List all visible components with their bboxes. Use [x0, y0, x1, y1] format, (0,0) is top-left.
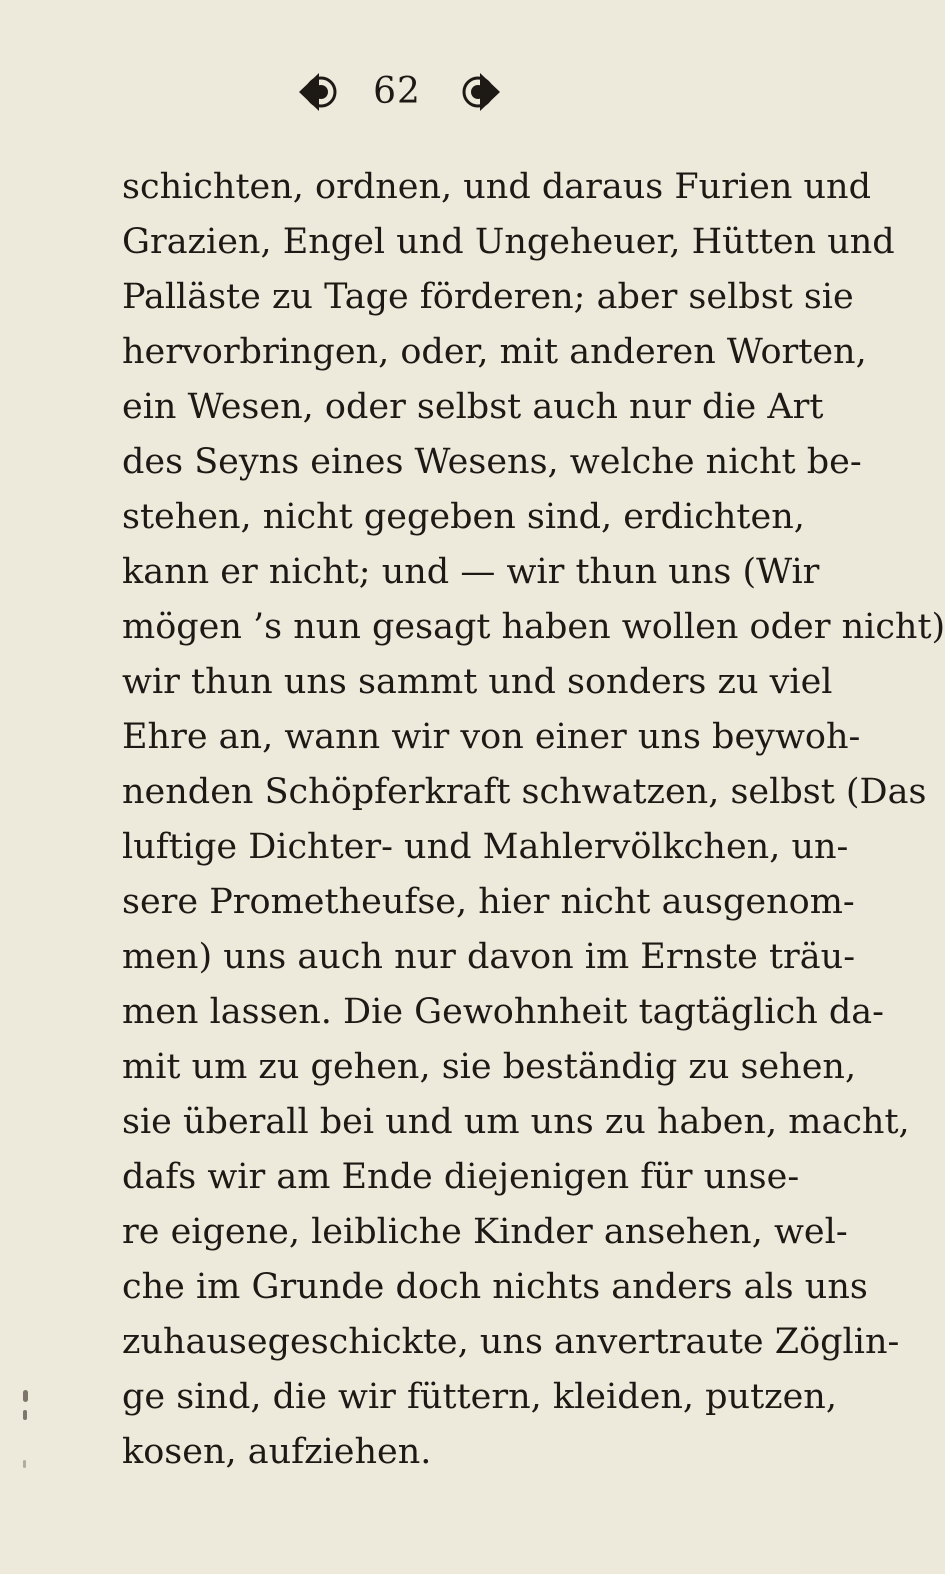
text-line: ein Wesen, oder selbst auch nur die Art	[122, 387, 824, 427]
paper-mark	[23, 1410, 27, 1420]
text-line: des Seyns eines Wesens, welche nicht be-	[122, 442, 862, 482]
text-line: dafs wir am Ende diejenigen für unse-	[122, 1157, 800, 1197]
text-line: Grazien, Engel und Ungeheuer, Hütten und	[122, 222, 895, 262]
text-line: men) uns auch nur davon im Ernste träu-	[122, 937, 856, 977]
text-line: che im Grunde doch nichts anders als uns	[122, 1267, 868, 1307]
page-header	[0, 68, 800, 128]
text-line: wir thun uns sammt und sonders zu viel	[122, 662, 833, 702]
text-line: Ehre an, wann wir von einer uns beywoh-	[122, 717, 861, 757]
text-line: luftige Dichter- und Mahlervölkchen, un-	[122, 827, 849, 867]
main-text	[122, 160, 945, 1480]
page-number: 62	[373, 71, 421, 112]
text-line: sie überall bei und um uns zu haben, macht,	[122, 1102, 910, 1142]
text-line: nenden Schöpferkraft schwatzen, selbst (Das	[122, 772, 927, 812]
right-pointing-ornament-icon	[463, 68, 505, 116]
text-line: schichten, ordnen, und daraus Furien und	[122, 167, 871, 207]
text-line: hervorbringen, oder, mit anderen Worten,	[122, 332, 867, 372]
text-line-final: kosen, aufziehen.	[122, 1432, 432, 1472]
text-line: men lassen. Die Gewohnheit tagtäglich da-	[122, 992, 885, 1032]
text-line: kann er nicht; und — wir thun uns (Wir	[122, 552, 820, 592]
text-line: sere Prometheufse, hier nicht ausgenom-	[122, 882, 855, 922]
text-line: mit um zu gehen, sie beständig zu sehen,	[122, 1047, 857, 1087]
paper-mark	[23, 1460, 26, 1468]
text-line: ge sind, die wir füttern, kleiden, putzen,	[122, 1377, 837, 1417]
text-line: re eigene, leibliche Kinder ansehen, wel-	[122, 1212, 848, 1252]
text-line: Palläste zu Tage förderen; aber selbst sie	[122, 277, 854, 317]
paper-mark	[23, 1390, 28, 1402]
left-pointing-ornament-icon	[294, 68, 336, 116]
text-line: mögen ’s nun gesagt haben wollen oder nicht)	[122, 607, 945, 647]
text-line: stehen, nicht gegeben sind, erdichten,	[122, 497, 805, 537]
text-line: zuhausegeschickte, uns anvertraute Zöglin-	[122, 1322, 900, 1362]
